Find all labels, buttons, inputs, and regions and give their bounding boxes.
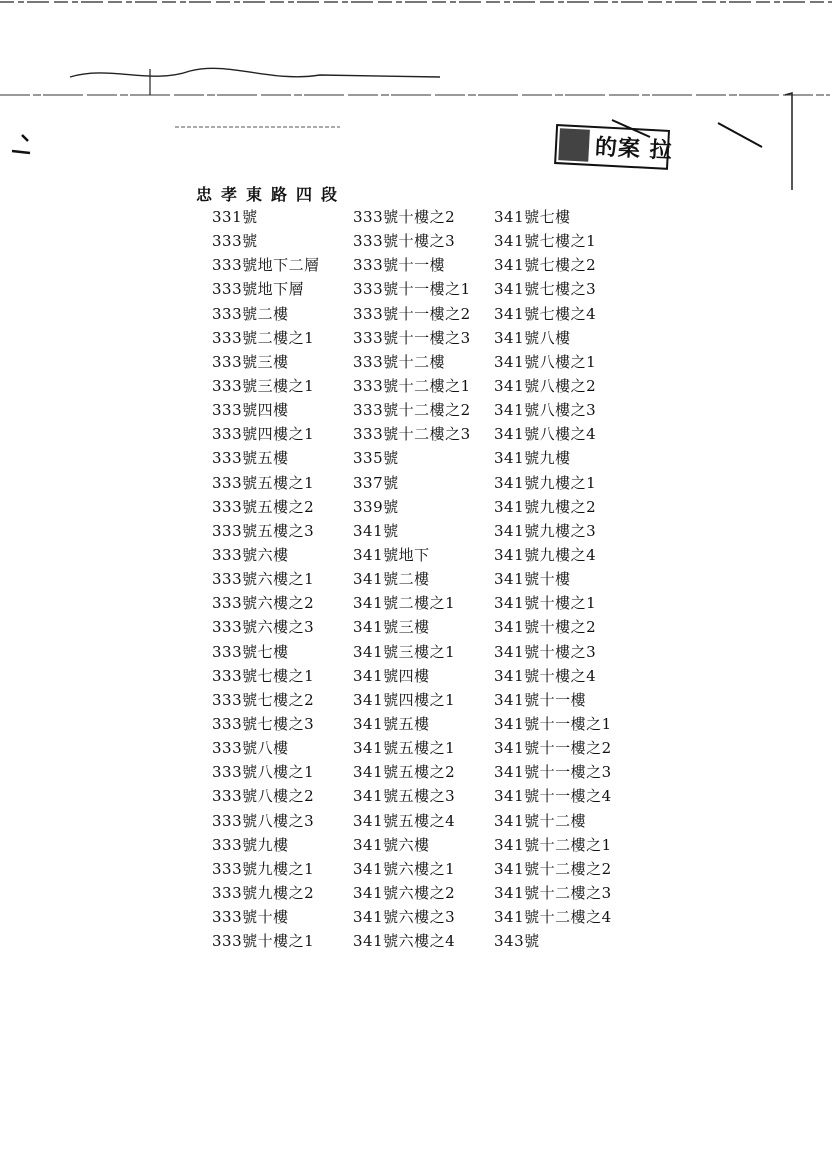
- address-entry: 341號九樓之2: [494, 497, 597, 516]
- address-entry: 333號四樓: [212, 401, 289, 420]
- address-entry: 333號六樓: [212, 545, 289, 564]
- address-entry: 341號: [353, 521, 399, 540]
- address-entry: 341號九樓之4: [494, 545, 597, 564]
- address-entry: 333號四樓之1: [212, 425, 315, 444]
- address-entry: 341號七樓: [494, 208, 571, 226]
- address-entry: 333號六樓之2: [212, 594, 315, 613]
- address-entry: 341號四樓之1: [353, 690, 456, 709]
- address-entry: 333號三樓: [212, 352, 289, 371]
- address-entry: 333號五樓之3: [212, 521, 315, 540]
- address-entry: 341號七樓之4: [494, 304, 597, 323]
- address-column-2: [353, 205, 471, 953]
- address-entry: 333號十一樓之3: [353, 328, 471, 347]
- address-entry: 333號地下二層: [212, 256, 320, 275]
- address-entry: 343號: [494, 932, 540, 951]
- photocopy-edge-artifacts: [0, 55, 832, 195]
- address-column-3: [494, 205, 612, 953]
- address-entry: 333號十樓之2: [353, 208, 456, 226]
- address-entry: 333號六樓之3: [212, 618, 315, 637]
- address-entry: 341號二樓: [353, 570, 430, 589]
- address-entry: 333號八樓: [212, 739, 289, 758]
- address-entry: 333號十樓之1: [212, 932, 315, 951]
- address-entry: 341號十樓之2: [494, 618, 597, 637]
- address-entry: 341號十一樓之3: [494, 763, 612, 782]
- address-entry: 341號五樓之3: [353, 787, 456, 806]
- address-entry: 341號九樓之3: [494, 521, 597, 540]
- address-entry: 341號十樓之4: [494, 666, 597, 685]
- page-heading: 忠孝東路四段: [196, 185, 347, 204]
- address-entry: 333號十二樓: [353, 352, 446, 371]
- address-entry: 333號五樓之1: [212, 473, 315, 492]
- address-entry: 341號六樓之3: [353, 908, 456, 927]
- address-entry: 341號十樓之1: [494, 594, 597, 613]
- address-entry: 337號: [353, 473, 399, 492]
- address-entry: 341號十樓之3: [494, 642, 597, 661]
- address-entry: 341號七樓之1: [494, 232, 597, 251]
- address-entry: 333號二樓之1: [212, 328, 315, 347]
- address-entry: 333號五樓之2: [212, 497, 315, 516]
- address-entry: 341號五樓之1: [353, 739, 456, 758]
- address-entry: 331號: [212, 208, 258, 226]
- address-entry: 333號九樓之2: [212, 883, 315, 902]
- address-entry: 341號八樓: [494, 328, 571, 347]
- address-entry: 333號八樓之3: [212, 811, 315, 830]
- address-entry: 333號十一樓: [353, 256, 446, 275]
- address-entry: 333號九樓: [212, 835, 289, 854]
- address-entry: 333號十二樓之2: [353, 401, 471, 420]
- address-entry: 341號十二樓之2: [494, 859, 612, 878]
- address-entry: 333號十樓之3: [353, 232, 456, 251]
- address-entry: 333號: [212, 232, 258, 251]
- address-entry: 333號七樓之1: [212, 666, 315, 685]
- address-entry: 333號七樓之3: [212, 714, 315, 733]
- address-entry: 341號十一樓之1: [494, 714, 612, 733]
- address-entry: 341號六樓之2: [353, 883, 456, 902]
- address-entry: 341號六樓: [353, 835, 430, 854]
- address-entry: 341號十二樓之1: [494, 835, 612, 854]
- address-entry: 333號九樓之1: [212, 859, 315, 878]
- address-entry: 333號六樓之1: [212, 570, 315, 589]
- address-entry: 333號三樓之1: [212, 376, 315, 395]
- address-entry: 335號: [353, 449, 399, 468]
- address-entry: 341號九樓: [494, 449, 571, 468]
- address-entry: 341號十樓: [494, 570, 571, 589]
- address-entry: 341號十二樓之4: [494, 908, 612, 927]
- stamp-text: 的案 拉: [594, 133, 674, 165]
- address-entry: 341號地下: [353, 545, 430, 564]
- address-entry: 341號八樓之4: [494, 425, 597, 444]
- address-entry: 333號十樓: [212, 908, 289, 927]
- address-entry: 333號十一樓之1: [353, 280, 471, 299]
- address-entry: 341號八樓之3: [494, 401, 597, 420]
- address-entry: 341號十一樓: [494, 690, 587, 709]
- address-entry: 341號五樓: [353, 714, 430, 733]
- scan-top-edge-noise: [0, 0, 832, 6]
- address-entry: 333號地下層: [212, 280, 305, 299]
- address-entry: 341號九樓之1: [494, 473, 597, 492]
- address-entry: 333號七樓: [212, 642, 289, 661]
- address-entry: 341號三樓: [353, 618, 430, 637]
- address-entry: 341號五樓之4: [353, 811, 456, 830]
- address-entry: 341號七樓之2: [494, 256, 597, 275]
- address-entry: 341號六樓之1: [353, 859, 456, 878]
- address-entry: 341號四樓: [353, 666, 430, 685]
- address-entry: 341號十二樓: [494, 811, 587, 830]
- address-column-1: [212, 205, 320, 953]
- address-entry: 341號五樓之2: [353, 763, 456, 782]
- address-entry: 333號八樓之2: [212, 787, 315, 806]
- address-entry: 341號十一樓之2: [494, 739, 612, 758]
- address-entry: 341號六樓之4: [353, 932, 456, 951]
- address-entry: 333號二樓: [212, 304, 289, 323]
- address-entry: 333號七樓之2: [212, 690, 315, 709]
- address-entry: 341號八樓之1: [494, 352, 597, 371]
- address-entry: 333號十一樓之2: [353, 304, 471, 323]
- address-entry: 341號三樓之1: [353, 642, 456, 661]
- address-entry: 341號十二樓之3: [494, 883, 612, 902]
- address-entry: 333號十二樓之3: [353, 425, 471, 444]
- address-entry: 341號二樓之1: [353, 594, 456, 613]
- address-entry: 341號十一樓之4: [494, 787, 612, 806]
- address-entry: 333號八樓之1: [212, 763, 315, 782]
- address-entry: 333號十二樓之1: [353, 376, 471, 395]
- address-entry: 333號五樓: [212, 449, 289, 468]
- address-entry: 339號: [353, 497, 399, 516]
- address-entry: 341號八樓之2: [494, 376, 597, 395]
- address-entry: 341號七樓之3: [494, 280, 597, 299]
